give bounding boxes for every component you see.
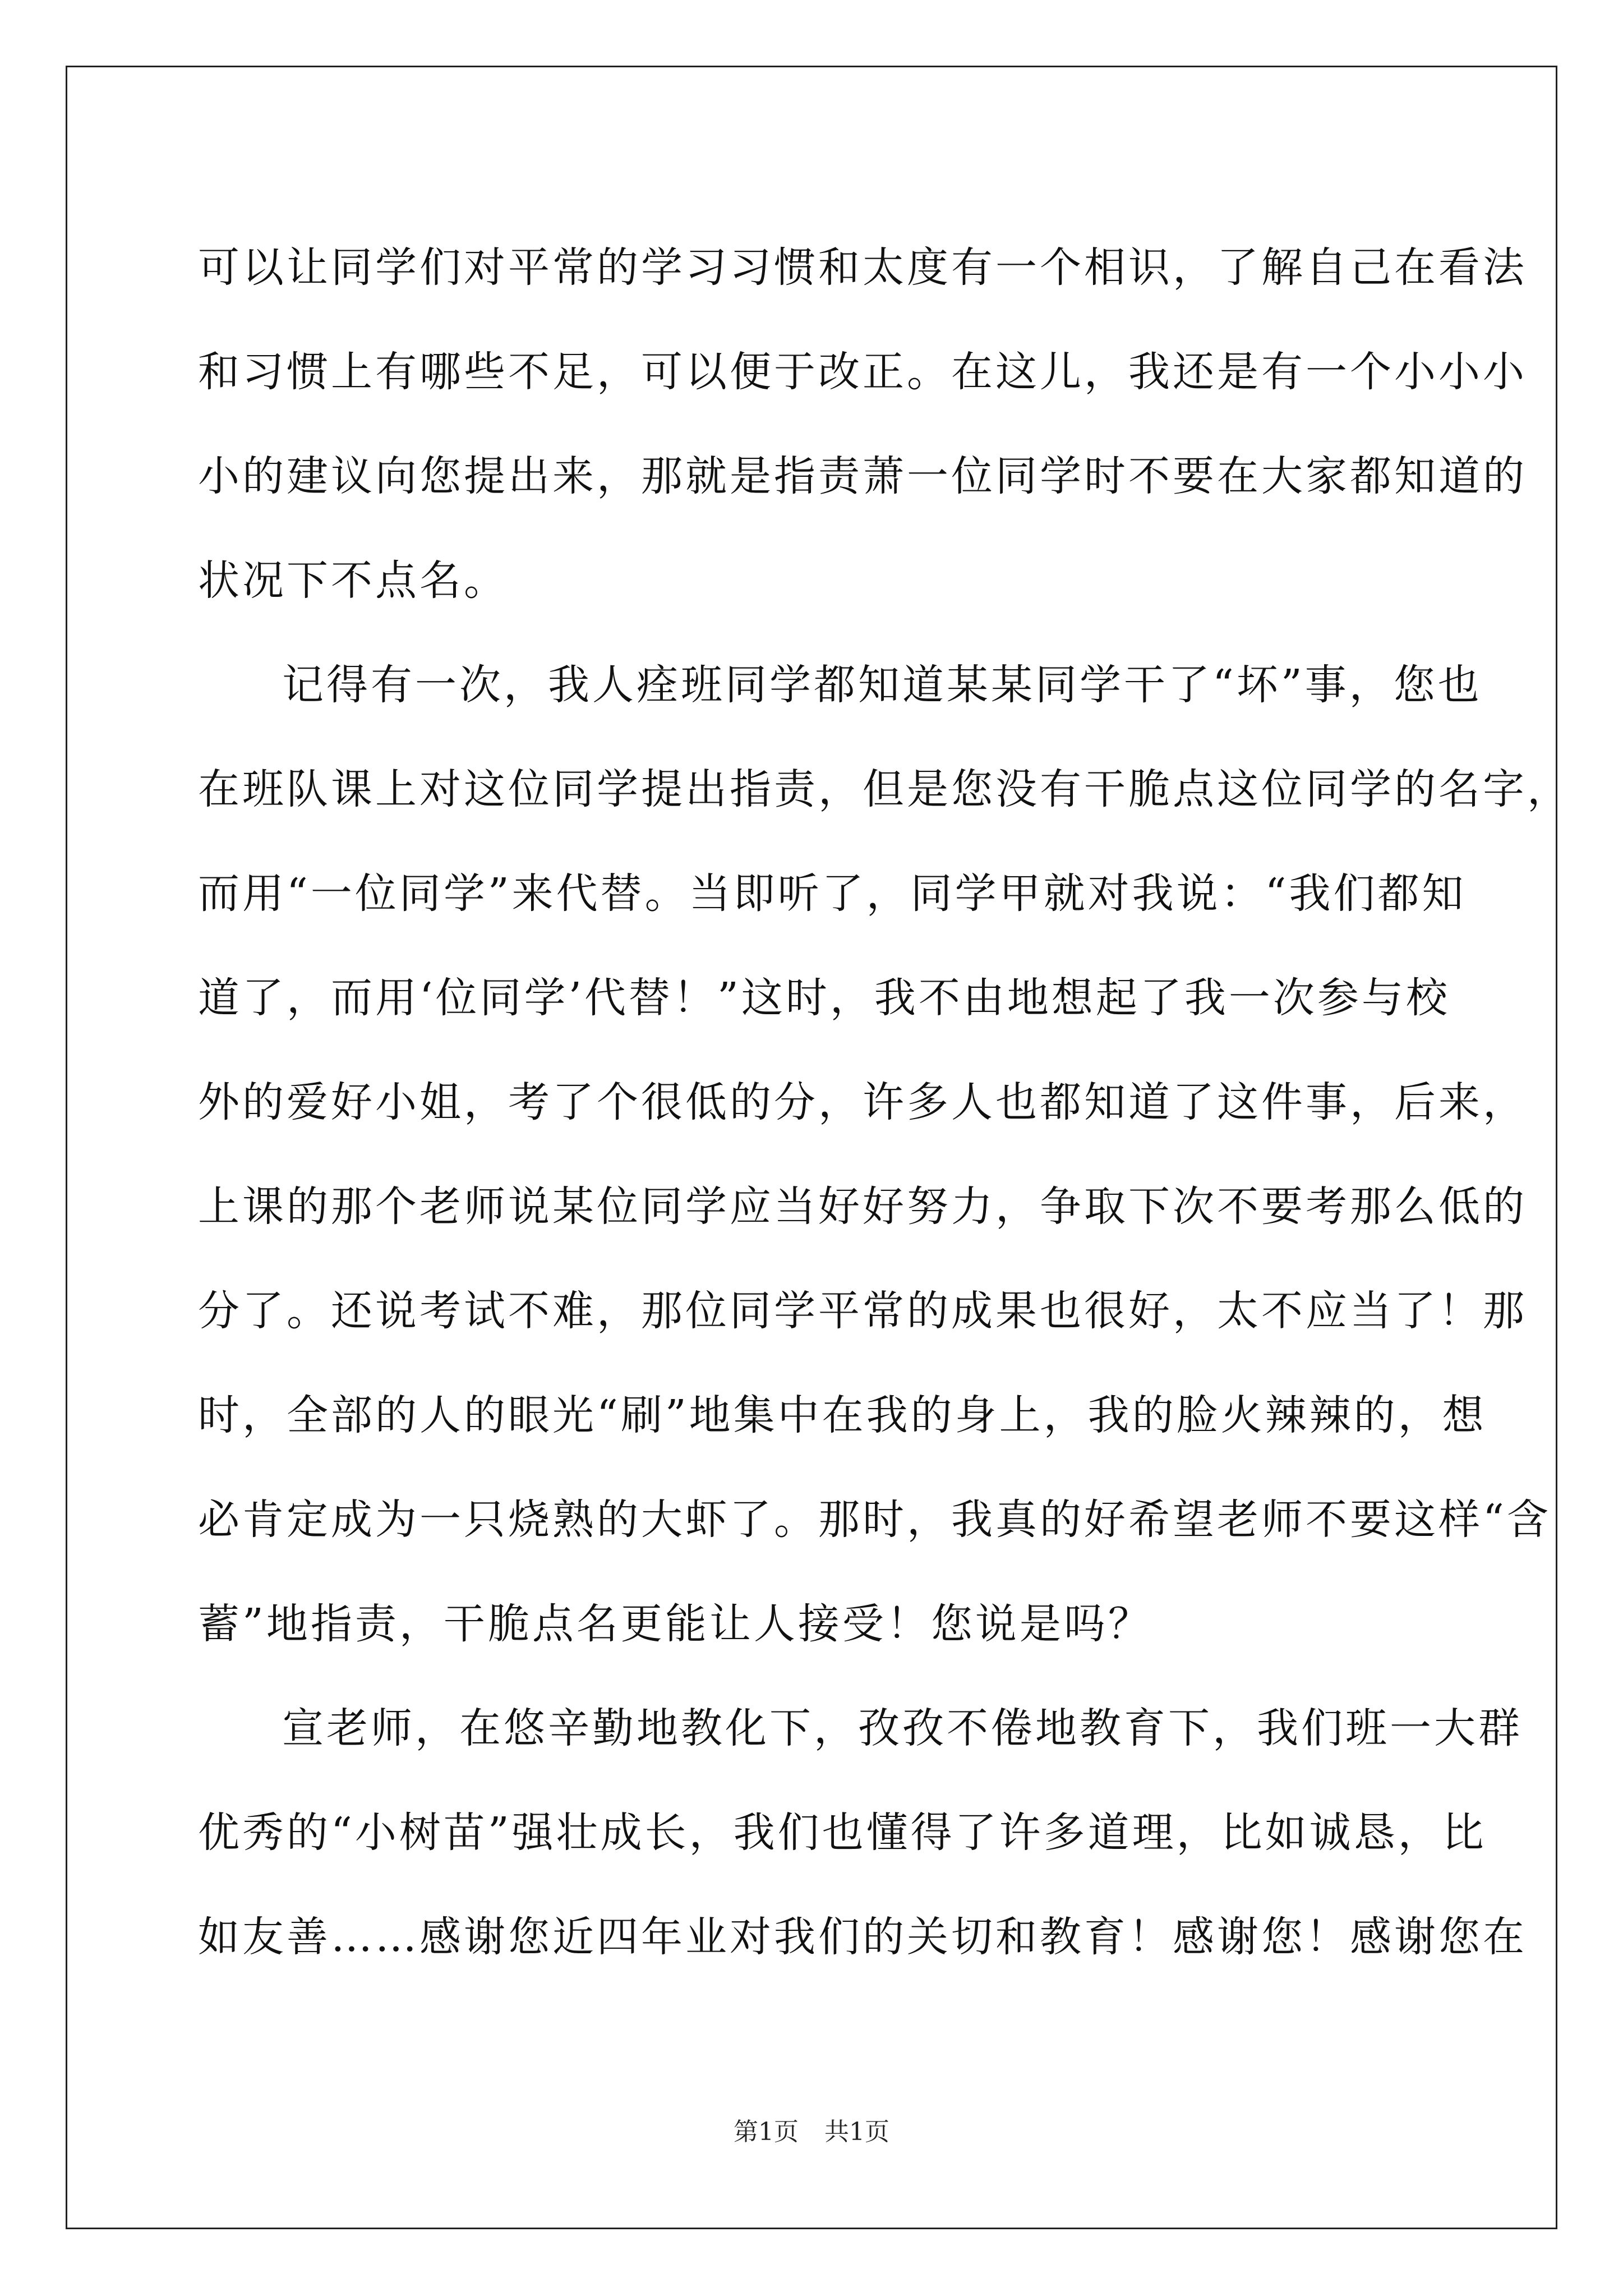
page-total: 共1页 [824,2118,889,2146]
page-footer [0,2115,1623,2149]
text-line: 和习惯上有哪些不足，可以便于改正。在这儿，我还是有一个小小小 [198,348,1527,396]
text-line: 如友善……感谢您近四年业对我们的关切和教育！感谢您！感谢您在 [198,1913,1527,1961]
text-line: 而用“一位同学”来代替。当即听了，同学甲就对我说：“我们都知 [198,869,1467,918]
text-line: 状况下不点名。 [198,556,508,605]
text-line: 优秀的“小树苗”强壮成长，我们也懂得了许多道理，比如诚恳，比 [198,1809,1487,1857]
text-line: 宣老师，在悠辛勤地教化下，孜孜不倦地教育下，我们班一大群 [282,1704,1523,1752]
text-line: 在班队课上对这位同学提出指责，但是您没有干脆点这位同学的名字， [198,765,1571,813]
text-line: 道了，而用‘位同学’代替！”这时，我不由地想起了我一次参与校 [198,974,1450,1022]
text-line: 蓄”地指责，干脆点名更能让人接受！您说是吗？ [198,1600,1152,1648]
text-line: 时，全部的人的眼光“刷”地集中在我的身上，我的脸火辣辣的，想 [198,1391,1487,1439]
text-line: 分了。还说考试不难，那位同学平常的成果也很好，太不应当了！那 [198,1287,1527,1335]
text-line: 记得有一次，我人痊班同学都知道某某同学干了“坏”事，您也 [282,661,1482,709]
text-line: 必肯定成为一只烧熟的大虾了。那时，我真的好希望老师不要这样“含 [198,1496,1551,1544]
text-line: 外的爱好小姐，考了个很低的分，许多人也都知道了这件事，后来， [198,1078,1527,1126]
text-line: 小的建议向您提出来，那就是指责萧一位同学时不要在大家都知道的 [198,452,1527,500]
page-number: 第1页 [734,2118,799,2146]
text-line: 上课的那个老师说某位同学应当好好努力，争取下次不要考那么低的 [198,1182,1527,1231]
text-line: 可以让同学们对平常的学习习惯和太度有一个相识，了解自己在看法 [198,243,1527,292]
document-body [198,215,1571,1989]
